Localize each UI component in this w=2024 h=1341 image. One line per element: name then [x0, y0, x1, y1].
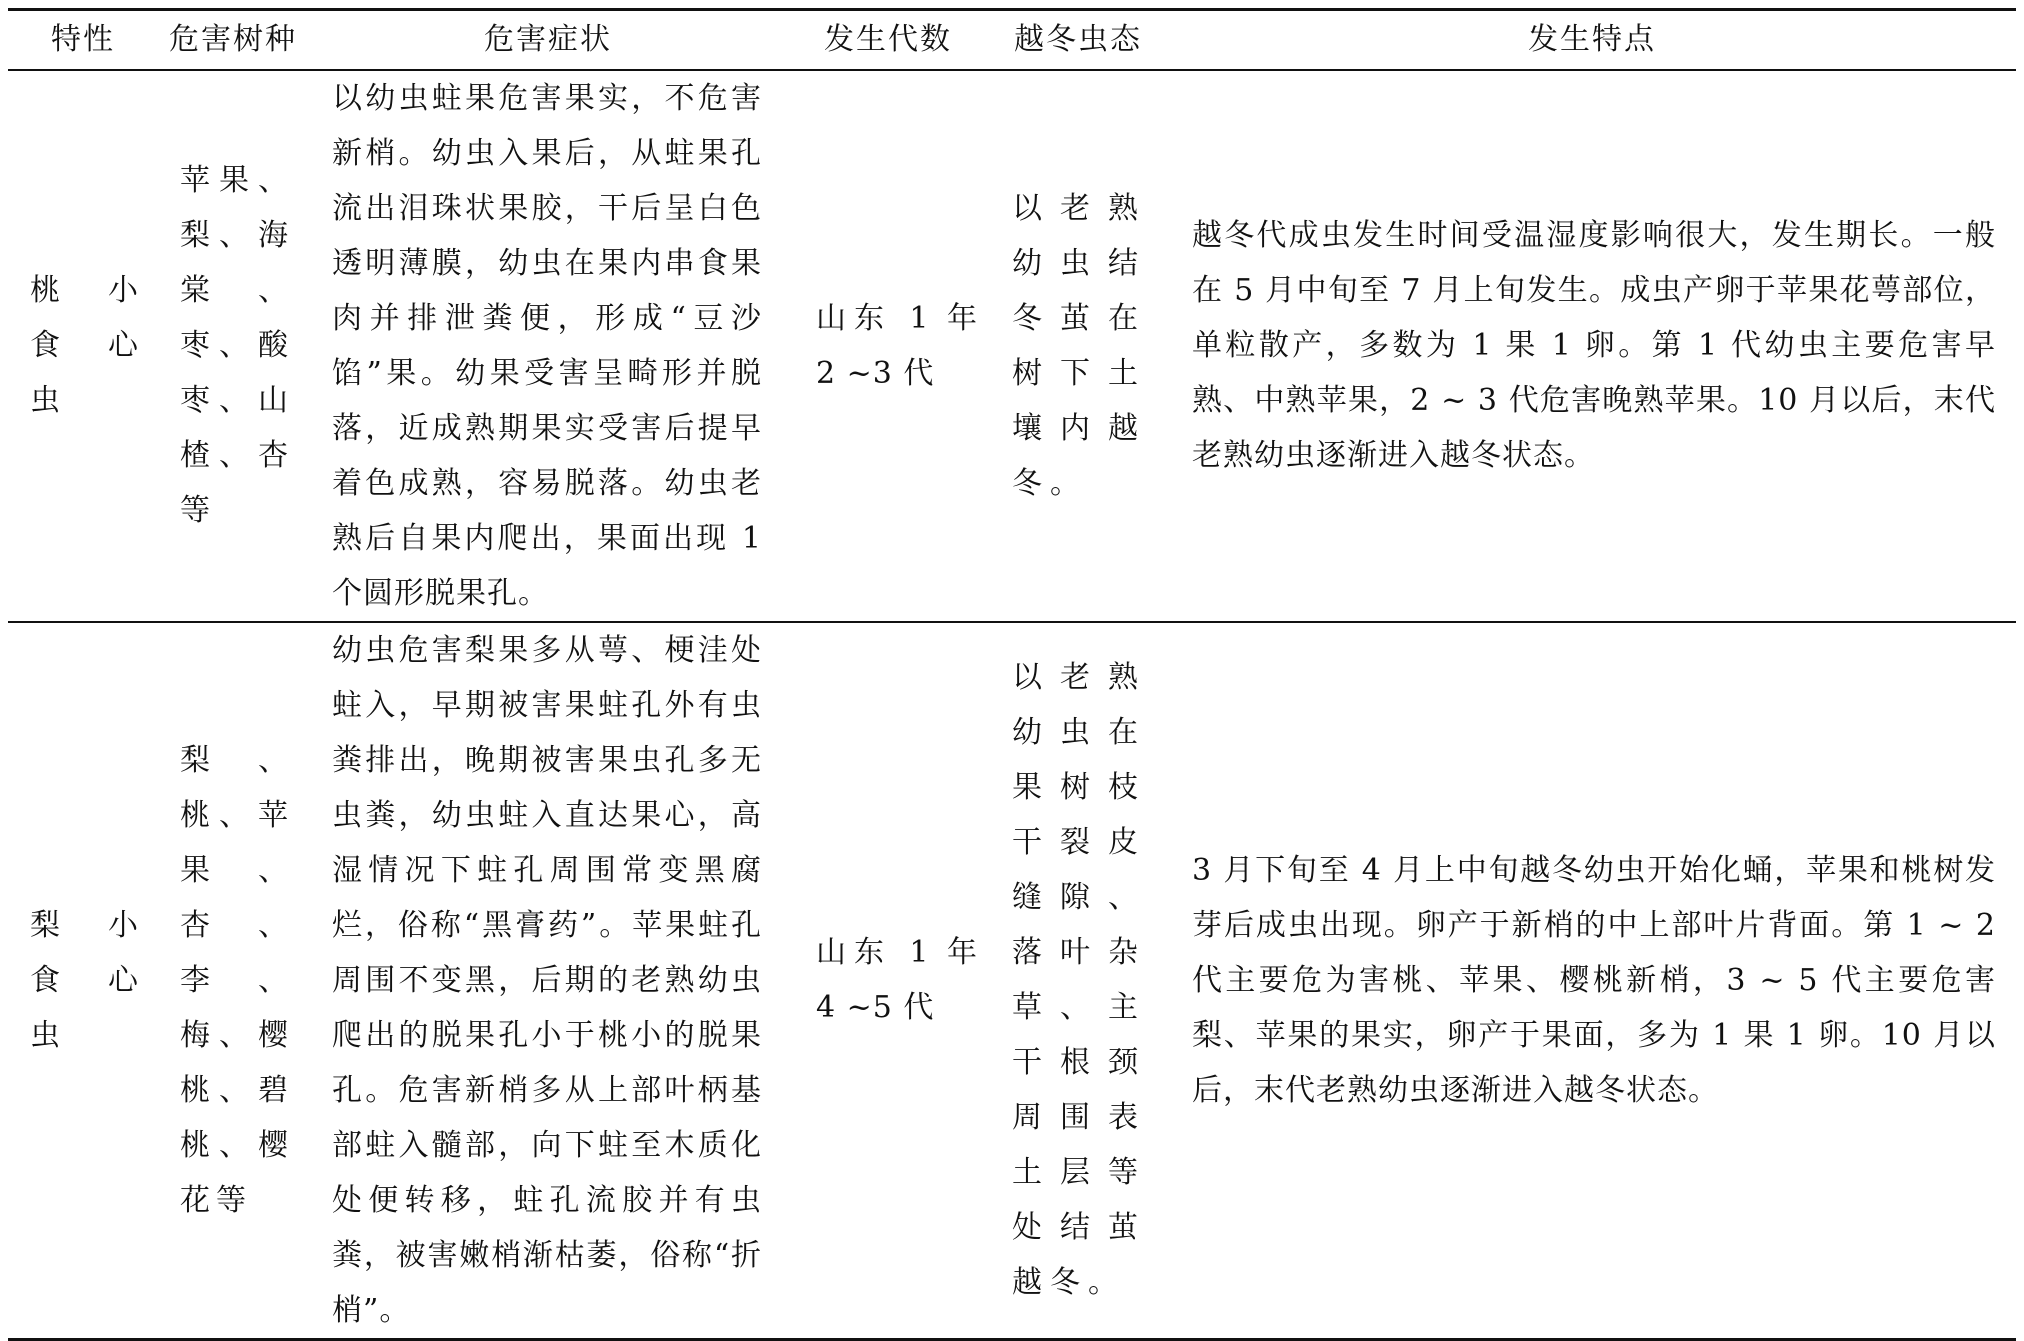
symptoms-text: 以幼虫蛀果危害果实，不危害新梢。幼虫入果后，从蛀果孔流出泪珠状果胶，干后呈白色透明薄膜，幼虫在果内串食果肉并排泄粪便，形成“豆沙馅”果。幼果受害呈畸形并脱落，近成熟期果实受害后提早着色成熟，容易脱落。幼虫老熟后自果内爬出，果面出现 1 个圆形脱果孔。 — [332, 80, 762, 611]
generations-text: 山东 1 年 2 ~3 代 — [816, 300, 978, 391]
cell-host-trees — [158, 70, 308, 622]
features-text: 3 月下旬至 4 月上中旬越冬幼虫开始化蛹，苹果和桃树发芽后成虫出现。卵产于新梢的中上部叶片背面。第 1 ~ 2 代主要危为害桃、苹果、樱桃新梢，3 ~ 5 代主要危害梨、苹果的果实，卵产于果面，多为 1 果 1 卵。10 月以后，末代老熟幼虫逐渐进入越冬状态。 — [1192, 852, 1996, 1108]
cell-overwintering-stage — [988, 70, 1168, 622]
header-damage-symptoms: 危害症状 — [308, 10, 788, 70]
host-trees-text: 梨、桃、苹果、杏、李、梅、樱桃、碧桃、樱花等 — [180, 742, 294, 1218]
header-generations: 发生代数 — [788, 10, 988, 70]
cell-occurrence-features — [1168, 622, 2016, 1340]
pest-name: 桃小食心虫 — [30, 273, 148, 418]
overwinter-text: 以老熟幼虫结冬茧在树下土壤内越冬。 — [1012, 190, 1146, 501]
header-occurrence-features: 发生特点 — [1168, 10, 2016, 70]
cell-host-trees — [158, 622, 308, 1340]
features-text: 越冬代成虫发生时间受温湿度影响很大，发生期长。一般在 5 月中旬至 7 月上旬发生。成虫产卵于苹果花萼部位，单粒散产，多数为 1 果 1 卵。第 1 代幼虫主要危害早熟、中熟苹果，2 ~ 3 代危害晚熟苹果。10 月以后，末代老熟幼虫逐渐进入越冬状态。 — [1192, 218, 1996, 473]
symptoms-text: 幼虫危害梨果多从萼、梗洼处蛀入，早期被害果蛀孔外有虫粪排出，晚期被害果虫孔多无虫粪，幼虫蛀入直达果心，高湿情况下蛀孔周围常变黑腐烂，俗称“黑膏药”。苹果蛀孔周围不变黑，后期的老熟幼虫爬出的脱果孔小于桃小的脱果孔。危害新梢多从上部叶柄基部蛀入髓部，向下蛀至木质化处便转移，蛀孔流胶并有虫粪，被害嫩梢渐枯萎，俗称“折梢”。 — [332, 632, 762, 1328]
cell-generations — [788, 622, 988, 1340]
table-header — [8, 10, 2016, 70]
cell-trait — [8, 622, 158, 1340]
host-trees-text: 苹果、梨、海棠、枣、酸枣、山楂、杏等 — [180, 163, 294, 528]
header-trait: 特性 — [8, 10, 158, 70]
cell-overwintering-stage — [988, 622, 1168, 1340]
overwinter-text: 以老熟幼虫在果树枝干裂皮缝隙、落叶杂草、主干根颈周围表土层等处结茧越冬。 — [1012, 660, 1146, 1300]
cell-occurrence-features — [1168, 70, 2016, 622]
header-row — [8, 10, 2016, 70]
cell-damage-symptoms — [308, 622, 788, 1340]
pest-table-container — [8, 8, 2016, 1328]
pest-name: 梨小食心虫 — [30, 907, 148, 1053]
generations-text: 山东 1 年 4 ~5 代 — [816, 935, 978, 1025]
pest-comparison-table — [8, 8, 2016, 1341]
cell-generations — [788, 70, 988, 622]
table-row — [8, 622, 2016, 1340]
cell-trait — [8, 70, 158, 622]
header-host-trees: 危害树种 — [158, 10, 308, 70]
header-overwintering-stage: 越冬虫态 — [988, 10, 1168, 70]
table-row — [8, 70, 2016, 622]
table-body — [8, 70, 2016, 1340]
cell-damage-symptoms — [308, 70, 788, 622]
